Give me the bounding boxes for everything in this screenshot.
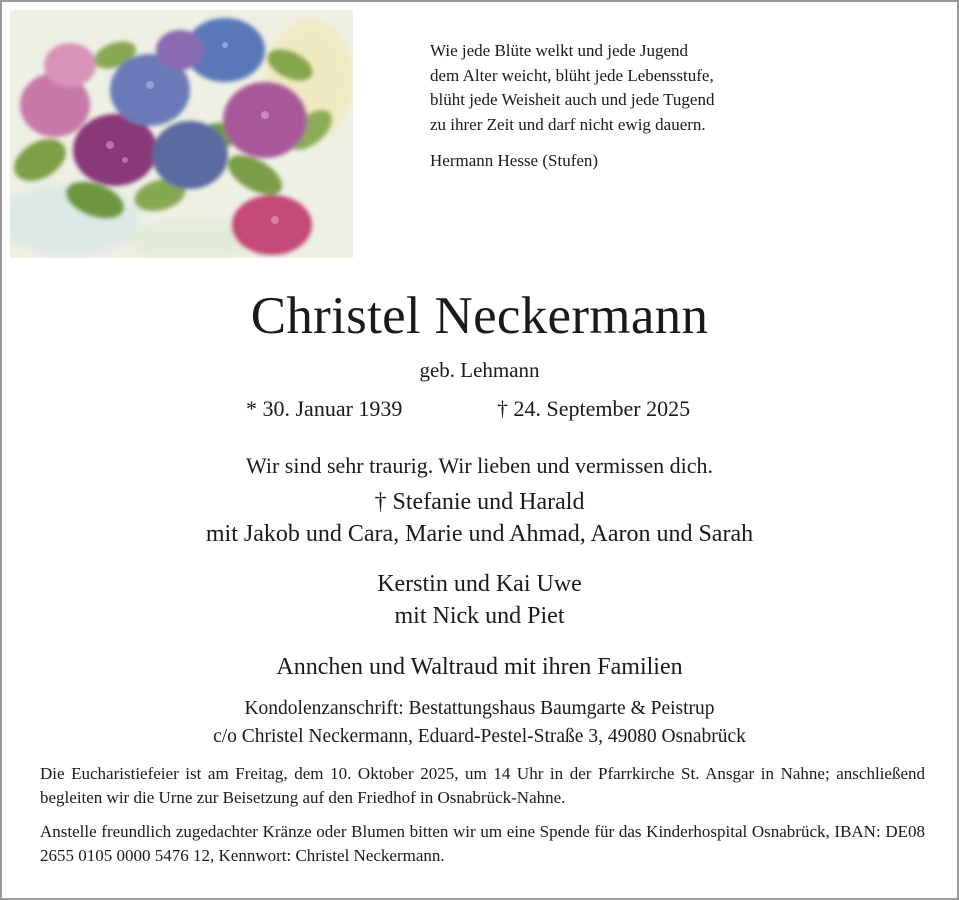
deceased-name: Christel Neckermann: [250, 287, 709, 345]
family-line: mit Jakob und Cara, Marie und Ahmad, Aaron und Sarah: [205, 521, 754, 547]
poem-line: blüht jede Weisheit auch und jede Tugend: [430, 90, 715, 109]
family-group: [2, 568, 957, 632]
hydrangea-watercolor-image: [10, 10, 353, 258]
family-line: mit Nick und Piet: [394, 603, 565, 629]
hydrangea-painting: [10, 10, 353, 258]
mourning-message: Wir sind sehr traurig. Wir lieben und vermissen dich.: [245, 453, 714, 478]
family-group: [2, 486, 957, 550]
condolence-line: Kondolenzanschrift: Bestattungshaus Baumgarte & Peistrup: [244, 698, 715, 719]
poem-line: dem Alter weicht, blüht jede Lebensstufe,: [430, 65, 714, 85]
family-line: Annchen und Waltraud mit ihren Familien: [276, 654, 683, 680]
family-line: † Stefanie und Harald: [374, 489, 585, 515]
poem-author: Hermann Hesse (Stufen): [430, 151, 599, 170]
condolence-line: c/o Christel Neckermann, Eduard-Pestel-Straße 3, 49080 Osnabrück: [213, 726, 746, 747]
poem-block: [430, 39, 850, 174]
family-group: [2, 651, 957, 683]
condolence-address: [2, 695, 957, 751]
family-line: Kerstin und Kai Uwe: [377, 571, 582, 597]
donation-info-paragraph: Anstelle freundlich zugedachter Kränze oder Blumen bitten wir um eine Spende für das Kinderhospital Osnabrück, IBAN: DE08 2655 0105 0000 5476 12, Kennwort: Christel Neckermann.: [40, 822, 925, 865]
poem-line: zu ihrer Zeit und darf nicht ewig dauern.: [430, 114, 706, 134]
birth-name: geb. Lehmann: [419, 358, 540, 382]
death-date: † 24. September 2025: [497, 396, 691, 421]
birth-date: * 30. Januar 1939: [246, 396, 403, 421]
service-info-paragraph: Die Eucharistiefeier ist am Freitag, dem 10. Oktober 2025, um 14 Uhr in der Pfarrkirche St. Ansgar in Nahne; anschließend begleiten wir die Urne zur Beisetzung auf den Friedhof in Osnabrück-Nahne.: [40, 764, 925, 807]
poem-line: Wie jede Blüte welkt und jede Jugend: [430, 41, 689, 60]
